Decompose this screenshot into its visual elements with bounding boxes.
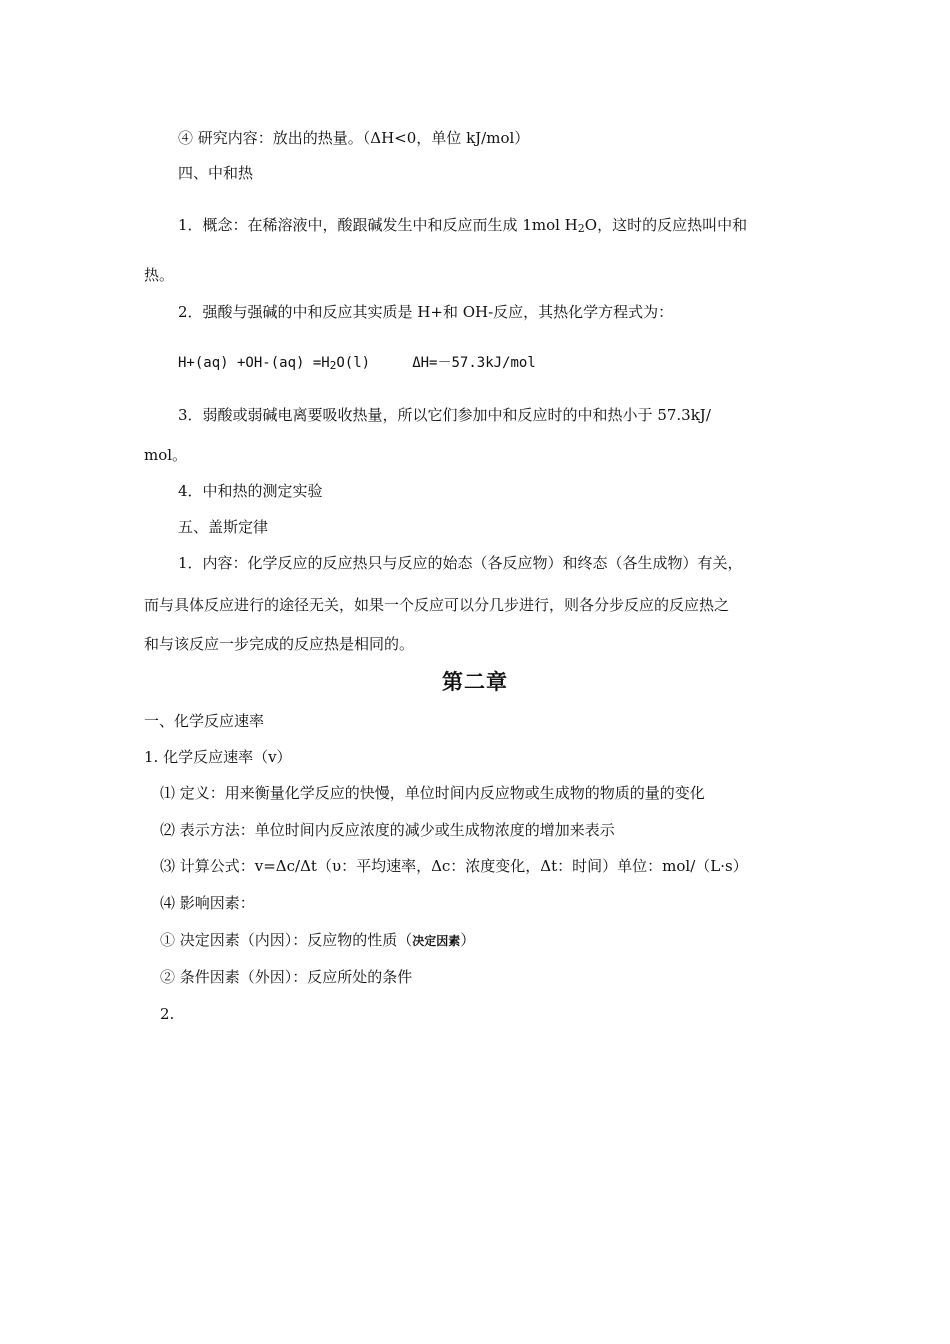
research-content-line: ④ 研究内容：放出的热量。（ΔH<0，单位 kJ/mol） <box>178 129 530 147</box>
hess-content-line-3: 和与该反应一步完成的反应热是相同的。 <box>144 635 415 653</box>
concept-text-a: 1．概念：在稀溶液中，酸跟碱发生中和反应而生成 1mol H <box>178 216 578 234</box>
concept-subscript: 2 <box>577 222 585 235</box>
heading-neutralization-heat: 四、中和热 <box>178 164 254 182</box>
decisive-factor-note: 决定因素 <box>412 934 461 948</box>
hess-content-line-1: 1．内容：化学反应的反应热只与反应的始态（各反应物）和终态（各生成物）有关， <box>178 554 743 572</box>
subheading-reaction-rate: 1. 化学反应速率（v） <box>144 748 292 766</box>
equation-text-a: H+(aq) +OH-(aq) =H <box>178 355 330 371</box>
concept-line <box>178 215 747 239</box>
internal-factor-text: ① 决定因素（内因）：反应物的性质（ <box>160 931 413 949</box>
equation-text-b: O(l) ΔH=－57.3kJ/mol <box>336 355 536 371</box>
chapter-title: 第二章 <box>442 670 508 694</box>
external-factor-line: ② 条件因素（外因）：反应所处的条件 <box>160 968 413 986</box>
equation-subscript: 2 <box>329 359 337 372</box>
thermochemical-equation <box>178 353 536 376</box>
heading-reaction-rate: 一、化学反应速率 <box>144 712 265 730</box>
factors-heading: ⑷ 影响因素： <box>160 894 255 912</box>
hess-content-line-2: 而与具体反应进行的途径无关，如果一个反应可以分几步进行，则各分步反应的反应热之 <box>144 596 730 614</box>
definition-line: ⑴ 定义：用来衡量化学反应的快慢，单位时间内反应物或生成物的物质的量的变化 <box>160 784 705 802</box>
internal-factor-close: ） <box>460 931 476 949</box>
internal-factor-line <box>160 930 475 951</box>
formula-line: ⑶ 计算公式：v=Δc/Δt（υ：平均速率，Δc：浓度变化，Δt：时间）单位：mol/（L·s） <box>160 857 748 875</box>
heading-hess-law: 五、盖斯定律 <box>178 518 269 536</box>
strong-acid-base-line: 2．强酸与强碱的中和反应其实质是 H+和 OH-反应，其热化学方程式为： <box>178 303 674 321</box>
measurement-experiment-line: 4．中和热的测定实验 <box>178 482 323 500</box>
weak-acid-base-continuation: mol。 <box>144 446 188 464</box>
item-2-marker: 2. <box>160 1005 175 1023</box>
concept-text-b: O，这时的反应热叫中和 <box>584 216 748 234</box>
concept-continuation: 热。 <box>144 266 175 284</box>
expression-method-line: ⑵ 表示方法：单位时间内反应浓度的减少或生成物浓度的增加来表示 <box>160 821 615 839</box>
weak-acid-base-line: 3．弱酸或弱碱电离要吸收热量，所以它们参加中和反应时的中和热小于 57.3kJ/ <box>178 406 711 424</box>
